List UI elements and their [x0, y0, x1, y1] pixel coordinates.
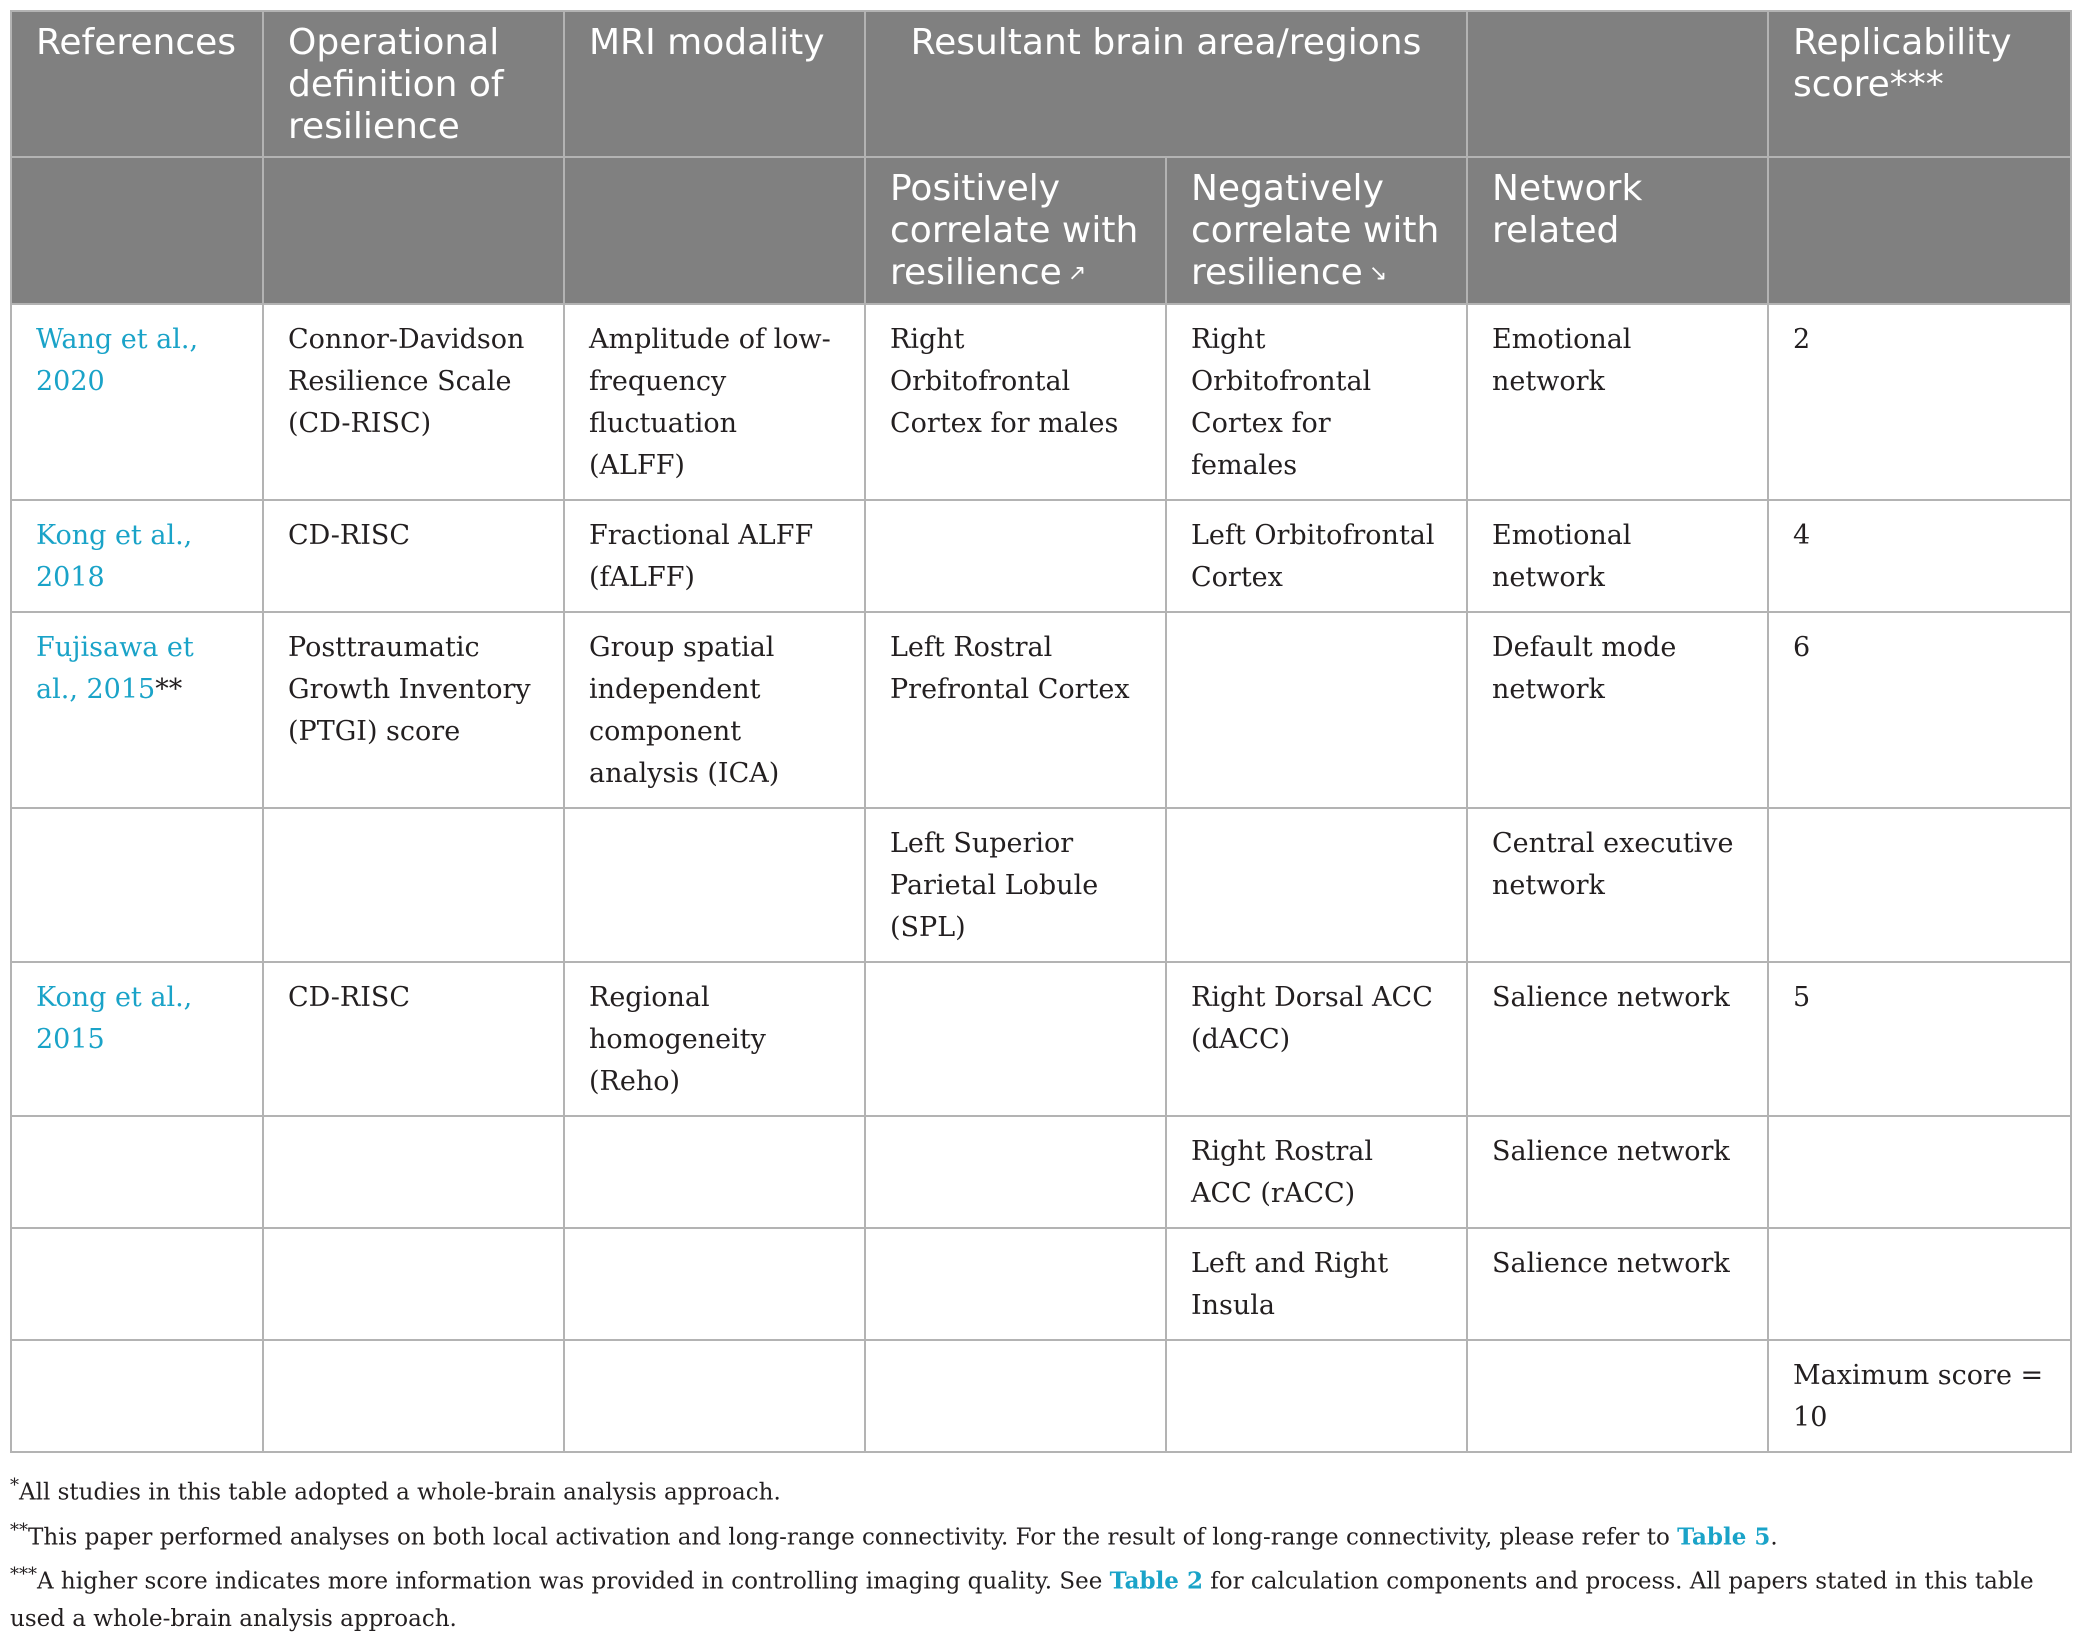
header-positively-label: Positively correlate with resilience: [890, 168, 1139, 293]
header-sub-blank-3: [564, 157, 865, 304]
cell-reference: [11, 1228, 263, 1340]
table-row: [11, 500, 2071, 612]
cell-positive: Left Superior Parietal Lobule (SPL): [865, 808, 1166, 962]
cell-network: Salience network: [1467, 962, 1768, 1116]
table-row: [11, 304, 2071, 500]
header-sub-blank-2: [263, 157, 564, 304]
footnote-text: All studies in this table adopted a whole-brain analysis approach.: [19, 1479, 781, 1506]
cell-reference: [11, 612, 263, 808]
reference-link[interactable]: Wang et al., 2020: [36, 324, 199, 397]
footnote-2: [10, 1512, 2070, 1557]
cell-definition: CD-RISC: [263, 500, 564, 612]
cell-modality: Group spatial independent component analysis (ICA): [564, 612, 865, 808]
cell-positive: [865, 1228, 1166, 1340]
cell-network: Salience network: [1467, 1116, 1768, 1228]
footnote-marker: ***: [10, 1564, 37, 1586]
cell-negative: Right Rostral ACC (rACC): [1166, 1116, 1467, 1228]
footnote-text: A higher score indicates more information was provided in controlling imaging quality. See: [37, 1568, 1110, 1595]
cell-reference: [11, 962, 263, 1116]
cell-reference: [11, 500, 263, 612]
cell-network: Emotional network: [1467, 500, 1768, 612]
cell-network: Central executive network: [1467, 808, 1768, 962]
cell-positive: Right Orbitofrontal Cortex for males: [865, 304, 1166, 500]
header-row-2: [11, 157, 2071, 304]
footnote-marker: **: [10, 1519, 28, 1541]
cell-positive: [865, 962, 1166, 1116]
cell-modality: Fractional ALFF (fALFF): [564, 500, 865, 612]
table-row: [11, 1228, 2071, 1340]
cell-positive: [865, 500, 1166, 612]
footnote-text: This paper performed analyses on both local activation and long-range connectivity. For the result of long-range connectivity, please refer to: [28, 1524, 1678, 1551]
reference-link[interactable]: Kong et al., 2015: [36, 982, 193, 1055]
cell-positive: Left Rostral Prefrontal Cortex: [865, 612, 1166, 808]
cell-score: [1768, 808, 2071, 962]
cell-modality: [564, 808, 865, 962]
cell-reference: [11, 1116, 263, 1228]
header-replicability: Replicability score***: [1768, 11, 2071, 157]
cell-reference: [11, 304, 263, 500]
reference-suffix: **: [155, 674, 183, 705]
footnote-text-cont: for calculation components and process. All papers stated in this table used a whole-brain analysis approach.: [10, 1568, 2034, 1632]
footnote-1: [10, 1467, 2070, 1512]
cell-positive: [865, 1116, 1166, 1228]
header-references: References: [11, 11, 263, 157]
table-container: [10, 10, 2070, 1638]
header-resultant-brain: Resultant brain area/regions: [865, 11, 1467, 157]
cell-score: 4: [1768, 500, 2071, 612]
footnote-marker: *: [10, 1475, 19, 1496]
cell-definition: [263, 1116, 564, 1228]
header-sub-blank-4: [1768, 157, 2071, 304]
reference-link[interactable]: Fujisawa et al., 2015: [36, 632, 194, 705]
cell-definition: Connor-Davidson Resilience Scale (CD-RISC): [263, 304, 564, 500]
table-row: [11, 1340, 2071, 1452]
footnote-end: .: [1770, 1524, 1778, 1551]
cell-negative: [1166, 612, 1467, 808]
cell-modality: [564, 1340, 865, 1452]
cell-score: [1768, 1116, 2071, 1228]
table-row: [11, 612, 2071, 808]
arrow-down-right-icon: ↘: [1368, 261, 1388, 286]
cell-score: 5: [1768, 962, 2071, 1116]
header-blank: [1467, 11, 1768, 157]
footnote-3: [10, 1556, 2070, 1638]
cell-network: [1467, 1340, 1768, 1452]
cell-network: Salience network: [1467, 1228, 1768, 1340]
table-5-link[interactable]: Table 5: [1677, 1523, 1771, 1551]
header-network: Network related: [1467, 157, 1768, 304]
cell-score: 2: [1768, 304, 2071, 500]
cell-negative: [1166, 808, 1467, 962]
cell-definition: CD-RISC: [263, 962, 564, 1116]
header-operational-definition: Operational definition of resilience: [263, 11, 564, 157]
table-row: [11, 808, 2071, 962]
table-footnotes: [10, 1467, 2070, 1638]
cell-modality: [564, 1116, 865, 1228]
cell-negative: Right Orbitofrontal Cortex for females: [1166, 304, 1467, 500]
header-negatively-label: Negatively correlate with resilience: [1191, 168, 1440, 293]
header-row-1: [11, 11, 2071, 157]
cell-reference: [11, 808, 263, 962]
cell-definition: [263, 808, 564, 962]
header-negatively: [1166, 157, 1467, 304]
table-row: [11, 1116, 2071, 1228]
reference-link[interactable]: Kong et al., 2018: [36, 520, 193, 593]
cell-negative: Left and Right Insula: [1166, 1228, 1467, 1340]
cell-score: 6: [1768, 612, 2071, 808]
cell-definition: [263, 1340, 564, 1452]
cell-score: Maximum score = 10: [1768, 1340, 2071, 1452]
header-sub-blank-1: [11, 157, 263, 304]
cell-score: [1768, 1228, 2071, 1340]
arrow-up-right-icon: ↗: [1067, 261, 1087, 286]
cell-negative: [1166, 1340, 1467, 1452]
cell-modality: [564, 1228, 865, 1340]
cell-negative: Left Orbitofrontal Cortex: [1166, 500, 1467, 612]
header-positively: [865, 157, 1166, 304]
cell-network: Emotional network: [1467, 304, 1768, 500]
cell-reference: [11, 1340, 263, 1452]
cell-modality: Amplitude of low-frequency fluctuation (ALFF): [564, 304, 865, 500]
results-table: [10, 10, 2072, 1453]
cell-modality: Regional homogeneity (Reho): [564, 962, 865, 1116]
table-row: [11, 962, 2071, 1116]
cell-definition: Posttraumatic Growth Inventory (PTGI) score: [263, 612, 564, 808]
cell-definition: [263, 1228, 564, 1340]
table-2-link[interactable]: Table 2: [1109, 1567, 1203, 1595]
cell-network: Default mode network: [1467, 612, 1768, 808]
cell-negative: Right Dorsal ACC (dACC): [1166, 962, 1467, 1116]
header-mri-modality: MRI modality: [564, 11, 865, 157]
cell-positive: [865, 1340, 1166, 1452]
